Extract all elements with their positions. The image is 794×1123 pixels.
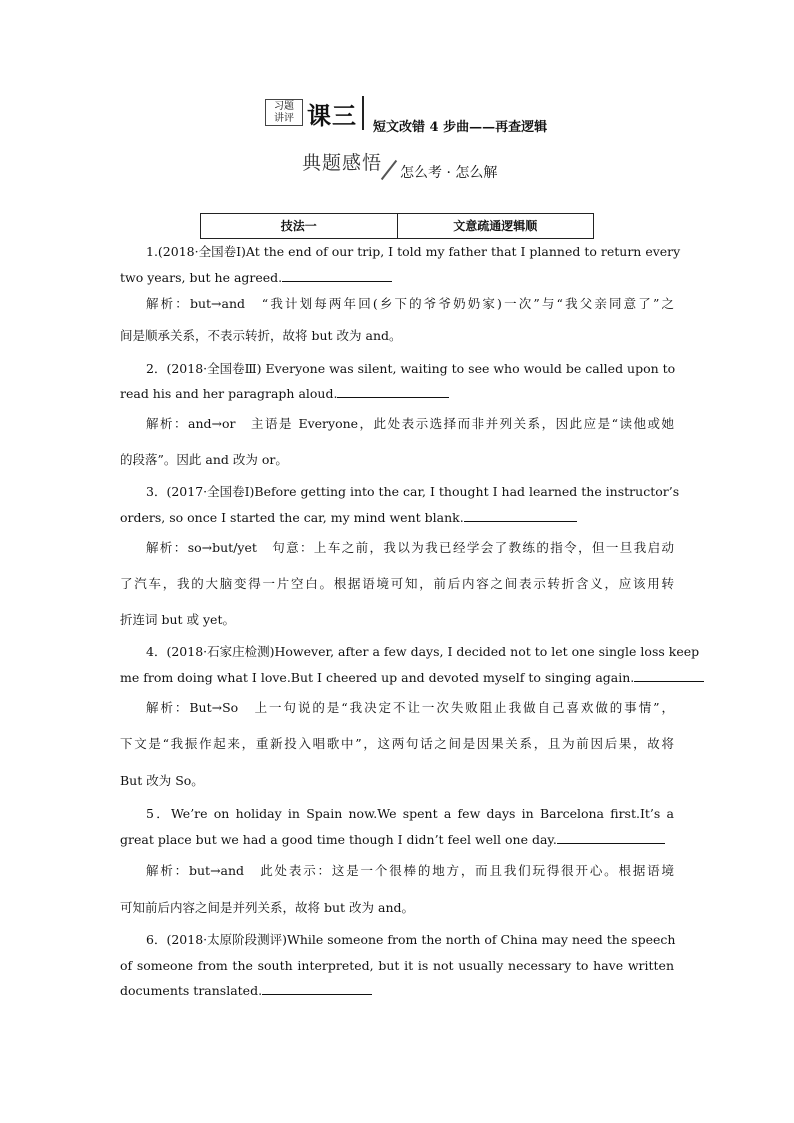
item-1-question-line2 — [120, 270, 674, 286]
item-3-analysis-line2: 了汽车，我的大脑变得一片空白。根据语境可知，前后内容之间表示转折含义，应该用转 — [120, 576, 674, 591]
item-4-analysis-line2: 下文是“我振作起来，重新投入唱歌中”，这两句话之间是因果关系，且为前因后果，故将 — [120, 736, 674, 751]
item-2-analysis-line2: 的段落”。因此 and 改为 or。 — [120, 452, 288, 467]
page-header — [265, 96, 605, 136]
item-6-question-line3 — [120, 983, 674, 999]
answer-blank — [282, 270, 392, 282]
item-5-question-line1: 5．We’re on holiday in Spain now.We spent a few days in Barcelona first.It’s a — [146, 806, 674, 821]
technique-label: 技法一 — [280, 219, 317, 233]
technique-table — [200, 213, 594, 239]
answer-blank — [464, 510, 577, 522]
item-4-question-line1: 4．(2018·石家庄检测)However, after a few days, I decided not to let one single loss keep — [146, 644, 700, 659]
item-5-analysis-line2: 可知前后内容之间是并列关系，故将 but 改为 and。 — [120, 900, 415, 915]
item-2-question-text: read his and her paragraph aloud. — [120, 386, 338, 401]
item-4-analysis-line3: But 改为 So。 — [120, 773, 204, 788]
item-3-question-text: orders, so once I started the car, my mind went blank. — [120, 510, 464, 525]
section-title: 典题感悟 — [302, 152, 383, 174]
technique-title: 文意疏通逻辑顺 — [397, 214, 594, 238]
item-2-question-line2 — [120, 386, 674, 402]
item-4-question-text: me from doing what I love.But I cheered up and devoted myself to singing again. — [120, 670, 635, 685]
item-2-question-line1: 2．(2018·全国卷Ⅲ) Everyone was silent, waiting to see who would be called upon to — [146, 361, 676, 376]
answer-blank — [262, 983, 372, 995]
item-1-analysis-line2: 间是顺承关系，不表示转折，故将 but 改为 and。 — [120, 328, 402, 343]
answer-blank — [634, 670, 704, 682]
item-6-question-text: documents translated. — [120, 983, 263, 998]
item-4-analysis-line1: 解析：But→So 上一句说的是“我决定不让一次失败阻止我做自己喜欢做的事情”， — [146, 700, 674, 715]
answer-blank — [557, 832, 665, 844]
item-1-question-text: two years, but he agreed. — [120, 270, 283, 285]
answer-blank — [337, 386, 449, 398]
lesson-subtitle: 短文改错 4 步曲——再查逻辑 — [373, 120, 548, 135]
lesson-tag-line2: 讲评 — [274, 113, 294, 124]
item-5-question-line2 — [120, 832, 674, 848]
item-3-analysis-line1: 解析：so→but/yet 句意：上车之前，我以为我已经学会了教练的指令，但一旦我启动 — [146, 540, 674, 555]
item-2-analysis-line1: 解析：and→or 主语是 Everyone，此处表示选择而非并列关系，因此应是“读他或她 — [146, 416, 674, 431]
item-5-analysis-line1: 解析：but→and 此处表示：这是一个很棒的地方，而且我们玩得很开心。根据语境 — [146, 863, 674, 878]
section-howto: 怎么考 · 怎么解 — [400, 165, 498, 181]
item-1-question-line1: 1.(2018·全国卷Ⅰ)At the end of our trip, I told my father that I planned to return every — [146, 244, 681, 259]
lesson-title: 课三 — [307, 102, 357, 130]
slash-divider — [381, 160, 397, 180]
lesson-tag — [265, 99, 303, 126]
item-6-question-line1: 6．(2018·太原阶段测评)While someone from the north of China may need the speech — [146, 932, 676, 947]
item-1-analysis-line1: 解析：but→and “我计划每两年回(乡下的爷爷奶奶家)一次”与“我父亲同意了”之 — [146, 296, 674, 311]
item-3-analysis-line3: 折连词 but 或 yet。 — [120, 612, 235, 627]
item-3-question-line1: 3．(2017·全国卷Ⅰ)Before getting into the car, I thought I had learned the instructor’s — [146, 484, 680, 499]
item-5-question-text: great place but we had a good time though I didn’t feel well one day. — [120, 832, 557, 847]
item-3-question-line2 — [120, 510, 674, 526]
lesson-tag-line1: 习题 — [274, 101, 294, 112]
section-header — [302, 148, 542, 184]
header-divider — [362, 96, 364, 130]
item-4-question-line2 — [120, 670, 674, 686]
item-6-question-line2: of someone from the south interpreted, but it is not usually necessary to have written — [120, 958, 674, 973]
